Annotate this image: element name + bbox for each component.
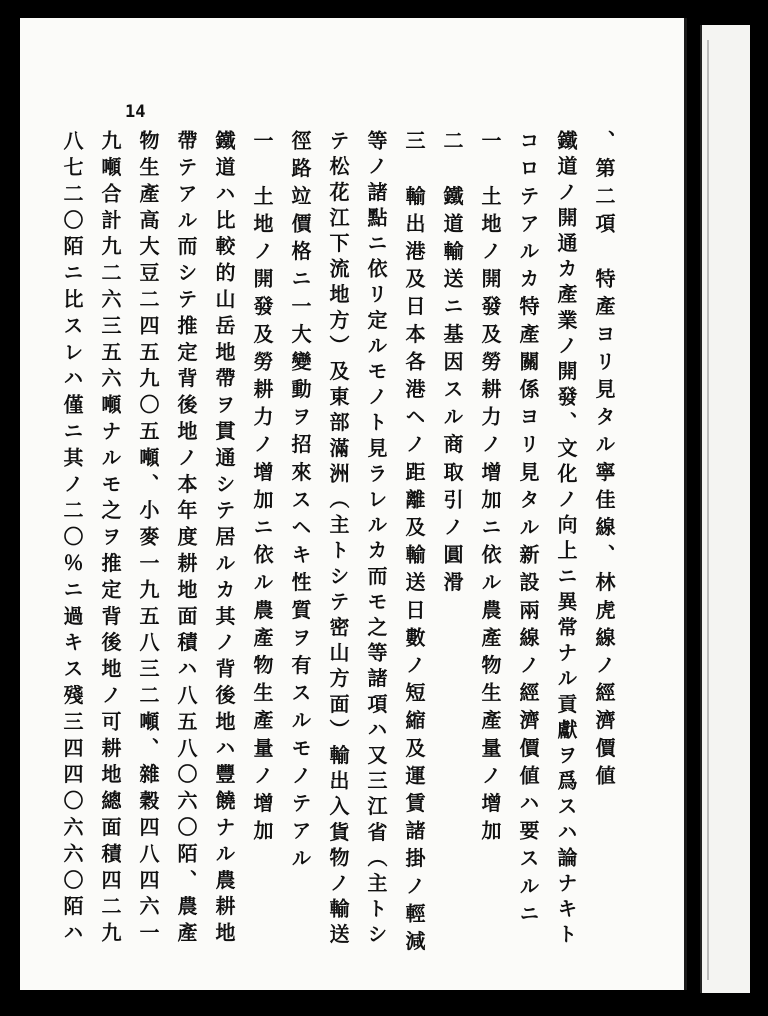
list-item: 三 輸出港及日本各港ヘノ距離及輸送日數ノ短縮及運賃諸掛ノ輕減 [402, 130, 426, 958]
list-item: 二 鐵道輸送ニ基因スル商取引ノ圓滑 [440, 130, 464, 600]
text-line: 物生產高大豆二四五九〇五噸、小麥一九五八三二噸、雜穀四八四六一 [136, 130, 160, 949]
page-number: 14 [125, 102, 146, 122]
text-line: 鐵道ハ比較的山岳地帶ヲ貫通シテ居ルカ其ノ背後地ハ豐饒ナル農耕地 [212, 130, 236, 949]
page-edge-line [707, 40, 709, 980]
text-line: テ松花江下流地方）及東部滿洲（主トシテ密山方面）輸出入貨物ノ輸送 [326, 130, 350, 950]
text-line: コロテアルカ特產關係ヨリ見タル新設兩線ノ經濟價値ハ要スルニ [516, 130, 540, 931]
text-line: 徑路竝價格ニ一大變動ヲ招來スヘキ性質ヲ有スルモノテアル [288, 130, 312, 876]
text-line: 鐵道ノ開通カ產業ノ開發、文化ノ向上ニ異常ナル貢獻ヲ爲スハ論ナキト [554, 130, 578, 950]
text-line: 九噸合計九二六三五六噸ナルモ之ヲ推定背後地ノ可耕地總面積四二九 [98, 130, 122, 949]
text-line: 帶テアル而シテ推定背後地ノ本年度耕地面積ハ八五八〇六〇陌、農產 [174, 130, 198, 949]
section-heading: 、第二項 特產ヨリ見タル寧佳線、林虎線ノ經濟價値 [592, 130, 616, 793]
list-item: 一 土地ノ開發及勞耕力ノ增加ニ依ル農產物生產量ノ增加 [478, 130, 502, 848]
text-line: 八七二〇陌ニ比スレハ僅ニ其ノ二〇％ニ過キス殘三四四〇六六〇陌ハ [60, 130, 84, 949]
text-line: 等ノ諸點ニ依リ定ルモノト見ラレルカ而モ之等諸項ハ又三江省（主トシ [364, 130, 388, 950]
subsection-heading: 一 土地ノ開發及勞耕力ノ增加ニ依ル農產物生產量ノ增加 [250, 130, 274, 848]
